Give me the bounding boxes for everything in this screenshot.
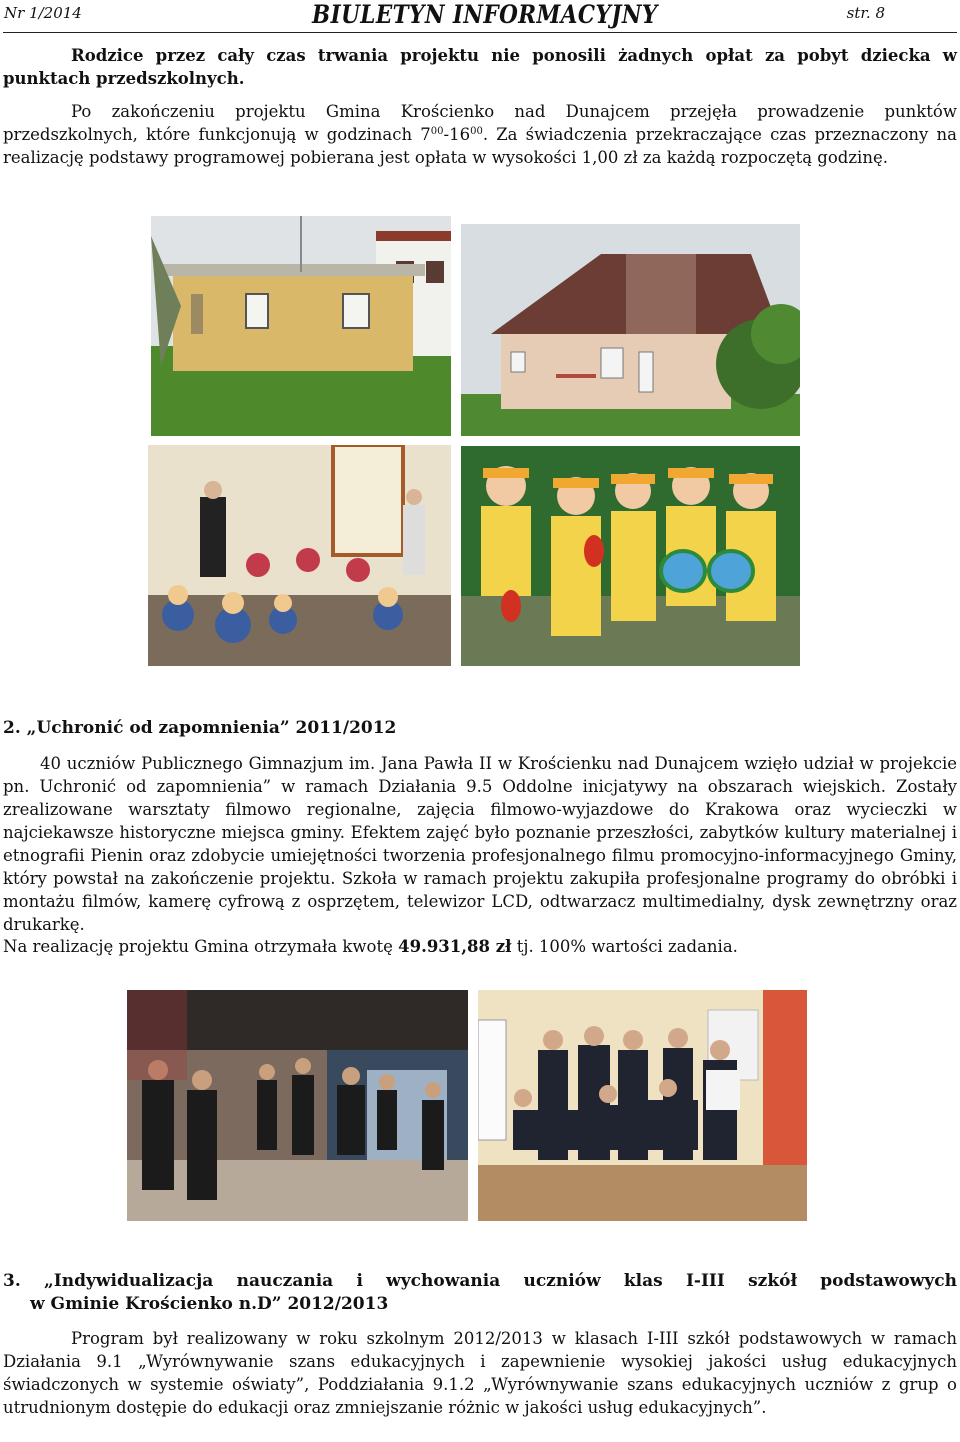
header-rule xyxy=(3,32,957,33)
time-sup-end: 00 xyxy=(470,126,483,137)
intro-text-c: . Za świadczenia przekraczające czas przeznaczony na realizację podstawy programowej pobierana jest opłata w wysokości 1,00 zł za każdą rozpoczętą godzinę. xyxy=(3,125,957,167)
section-2-heading: 2. „Uchronić od zapomnienia” 2011/2012 xyxy=(3,718,397,738)
section-3-heading-line2: w Gminie Krościenko n.D” 2012/2013 xyxy=(30,1294,389,1314)
section-2-body: 40 uczniów Publicznego Gimnazjum im. Jana Pawła II w Krościenku nad Dunajcem wzięło udział w projekcie pn. Uchronić od zapomnienia” w ramach Działania 9.5 Oddolne inicjatywy na obszarach wiejskich. Zostały zrealizowane warsztaty filmowo regionalne, zajęcia filmowo-wyjazdowe do Krakowa oraz wycieczki w najciekawsze historyczne miejsca gminy. Efektem zajęć było poznanie przeszłości, zabytków kultury materialnej i etnografii Pienin oraz zdobycie umiejętności tworzenia profesjonalnego filmu promocyjno-informacyjnego Gminy, który powstał na zakończenie projektu. Szkoła w ramach projektu zakupiła profesjonalne programy do obróbki i montażu filmów, kamerę cyfrową z osprzętem, telewizor LCD, odtwarzacz multimedialny, dysk zewnętrzny oraz drukarkę. xyxy=(3,754,957,934)
funding-text-pre: Na realizację projektu Gmina otrzymała kwotę xyxy=(3,937,399,956)
photo-children-costumes-instruments xyxy=(461,446,800,666)
photo-preschool-building-new xyxy=(461,224,800,436)
funding-amount: 49.931,88 zł xyxy=(398,937,512,956)
photo-students-group-classroom xyxy=(478,990,807,1221)
photo-students-film-workshop-hall xyxy=(127,990,468,1221)
page-header xyxy=(0,0,960,34)
funding-text-post: tj. 100% wartości zadania. xyxy=(511,937,738,956)
intro-bold-note: Rodzice przez cały czas trwania projektu nie ponosili żadnych opłat za pobyt dziecka w punktach przedszkolnych. xyxy=(3,46,957,88)
intro-paragraph xyxy=(3,100,957,169)
photo-children-dancing-classroom xyxy=(148,445,451,666)
section-3-heading-line1: 3. „Indywidualizacja nauczania i wychowania uczniów klas I-III szkół podstawowych xyxy=(3,1271,957,1291)
time-sup-start: 00 xyxy=(430,126,444,137)
intro-text-a: Po zakończeniu projektu Gmina Krościenko nad Dunajcem przejęła prowadzenie punktów przedszkolnych, które funkcjonują w godzinach 7 xyxy=(3,102,957,144)
bulletin-title: BIULETYN INFORMACYJNY xyxy=(312,0,658,29)
page-number: str. 8 xyxy=(846,4,885,22)
section-2-funding xyxy=(3,935,957,958)
intro-text-b: -16 xyxy=(443,125,471,144)
issue-number: Nr 1/2014 xyxy=(4,4,82,22)
section-3-body: Program był realizowany w roku szkolnym 2012/2013 w klasach I-III szkół podstawowych w ramach Działania 9.1 „Wyrównywanie szans edukacyjnych i zapewnienie wysokiej jakości usług edukacyjnych świadczonych w systemie oświaty”, Poddziałania 9.1.2 „Wyrównywanie szans edukacyjnych uczniów z grup o utrudnionym dostępie do edukacji oraz zmniejszanie różnic w jakości usług edukacyjnych”. xyxy=(3,1329,957,1417)
photo-preschool-building-old xyxy=(151,216,451,436)
